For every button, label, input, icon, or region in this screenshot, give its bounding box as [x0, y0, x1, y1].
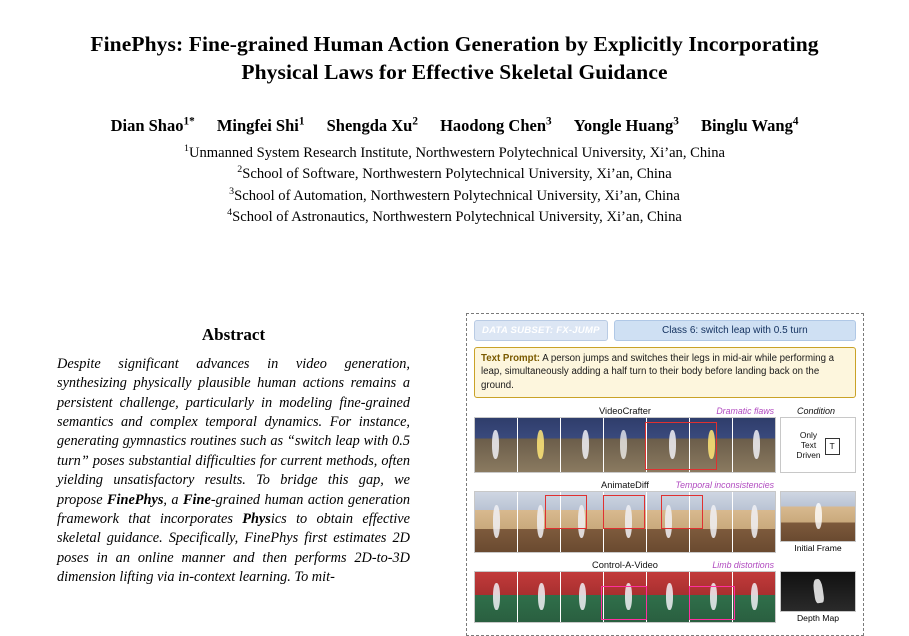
author-affil-marker: 3 [673, 115, 679, 128]
author-affil-marker: 4 [792, 115, 799, 128]
panel-caption [474, 404, 856, 417]
panel-caption-main [474, 480, 776, 490]
video-frame [518, 572, 560, 622]
author-name: Yongle Huang [573, 116, 674, 136]
video-frame [475, 418, 517, 472]
affiliation-marker: 4 [227, 207, 233, 219]
panel-method-label: AnimateDiff [601, 479, 649, 490]
author-name: Shengda Xu [326, 116, 413, 136]
video-frame [475, 572, 517, 622]
abstract-part: Despite significant advances in video generation, synthesizing physically plausible human actions remains a persistent challenge, particularly in modeling fine-grained semantics and complex temporal dynamics. For instance, generating gymnastics routines such as “switch leap with 0.5 turn” poses substantial difficulties for current methods, often yielding unsatisfactory results. To bridge this gap, we propose [57, 356, 410, 508]
figure-panel-control-a-video [474, 558, 856, 623]
author-name: Mingfei Shi [216, 116, 299, 136]
author-affil-marker: 3 [546, 115, 552, 128]
abstract-column [57, 313, 410, 587]
video-frame [647, 418, 689, 472]
affiliation-item [25, 206, 885, 228]
class-badge: Class 6: switch leap with 0.5 turn [614, 320, 856, 341]
abstract-part: -grained human action generation framework that incorporates [57, 491, 410, 527]
paper-page [0, 30, 909, 624]
author-name: Haodong Chen [440, 116, 546, 136]
panel-note-label: Limb distortions [712, 559, 774, 570]
video-frame [518, 418, 560, 472]
figure-column [466, 313, 864, 636]
video-frame [647, 492, 689, 552]
author-affil-marker: 1* [183, 115, 195, 128]
author-entry [701, 116, 798, 135]
frame-strip-animatediff [474, 491, 776, 553]
condition-line: Only [799, 430, 818, 440]
panel-row [474, 491, 856, 553]
affiliation-text: School of Astronautics, Northwestern Polytechnical University, Xi’an, China [232, 209, 682, 226]
affiliation-list [25, 142, 885, 228]
panel-caption [474, 478, 856, 491]
video-frame [561, 572, 603, 622]
condition-cell-initial-frame [780, 491, 856, 553]
author-affil-marker: 1 [298, 115, 305, 128]
video-frame [604, 492, 646, 552]
figure-panel-videocrafter [474, 404, 856, 473]
video-frame [475, 492, 517, 552]
affiliation-item [25, 142, 885, 164]
panel-row [474, 417, 856, 473]
figure-panel-animatediff [474, 478, 856, 553]
author-entry [574, 116, 679, 135]
author-name: Dian Shao [110, 116, 184, 136]
author-entry [327, 116, 418, 135]
abstract-body [57, 355, 410, 587]
text-prompt-box [474, 347, 856, 398]
panel-method-label: Control-A-Video [592, 559, 658, 570]
panel-note-label: Dramatic flaws [716, 405, 774, 416]
affiliation-marker: 2 [237, 164, 243, 176]
condition-caption: Depth Map [796, 613, 840, 624]
affiliation-item [25, 163, 885, 185]
panel-note-label: Temporal inconsistencies [675, 479, 774, 490]
depth-map-thumbnail [780, 571, 856, 612]
video-frame [604, 572, 646, 622]
affiliation-marker: 3 [229, 185, 235, 197]
condition-text-driven [796, 430, 839, 460]
video-frame [604, 418, 646, 472]
video-frame [647, 572, 689, 622]
condition-line: Driven [796, 450, 821, 461]
condition-line: Text [800, 440, 817, 451]
author-entry [217, 116, 305, 135]
author-affil-marker: 2 [412, 115, 418, 128]
affiliation-text: School of Automation, Northwestern Polytechnical University, Xi’an, China [234, 187, 680, 204]
panel-row [474, 571, 856, 623]
video-frame [690, 492, 732, 552]
page-title: FinePhys: Fine-grained Human Action Generation by Explicitly Incorporating Physical Laws for Effective Skeletal Guidance [90, 32, 819, 85]
video-frame [561, 492, 603, 552]
video-frame [518, 492, 560, 552]
abstract-bold-fine: Fine [183, 491, 211, 508]
frame-strip-control-a-video [474, 571, 776, 623]
teaser-figure [466, 313, 864, 636]
author-entry [111, 116, 195, 135]
video-frame [690, 418, 732, 472]
video-frame [561, 418, 603, 472]
panel-method-label: VideoCrafter [598, 405, 652, 416]
affiliation-text: School of Software, Northwestern Polytechnical University, Xi’an, China [242, 166, 672, 183]
affiliation-item [25, 185, 885, 207]
panel-caption-main [474, 560, 776, 570]
text-prompt-text: A person jumps and switches their legs in mid-air while performing a leap, simultaneously adding a half turn to their body before landing back on the ground. [481, 353, 835, 391]
text-prompt-label: Text Prompt: [481, 353, 541, 364]
abstract-bold-finephys: FinePhys [106, 491, 164, 508]
abstract-part: , a [163, 491, 184, 508]
initial-frame-thumbnail [780, 491, 856, 542]
abstract-heading: Abstract [201, 325, 266, 344]
frame-strip-videocrafter [474, 417, 776, 473]
abstract-part: ics to obtain effective skeletal guidance. Specifically, FinePhys first estimates 2D poses in an online manner and then performs 2D-to-3D dimension lifting via in-context learning. To mit- [57, 510, 410, 585]
author-list [45, 115, 865, 137]
condition-cell-text-driven [780, 417, 856, 473]
figure-header [474, 320, 856, 341]
video-frame [690, 572, 732, 622]
text-icon: T [825, 438, 840, 455]
author-entry [440, 116, 552, 135]
video-frame [733, 492, 775, 552]
condition-column-header: Condition [796, 405, 836, 416]
author-name: Binglu Wang [700, 116, 793, 136]
affiliation-marker: 1 [183, 142, 189, 154]
panel-caption [474, 558, 856, 571]
video-frame [733, 418, 775, 472]
data-subset-badge: DATA SUBSET: FX-JUMP [474, 320, 608, 341]
condition-cell-depth-map [780, 571, 856, 623]
video-frame [733, 572, 775, 622]
paper-body [0, 313, 909, 624]
abstract-bold-phys: Phys [242, 510, 271, 527]
panel-caption-main [474, 406, 776, 416]
condition-caption: Initial Frame [794, 543, 842, 554]
affiliation-text: Unmanned System Research Institute, Northwestern Polytechnical University, Xi’an, China [188, 144, 726, 161]
